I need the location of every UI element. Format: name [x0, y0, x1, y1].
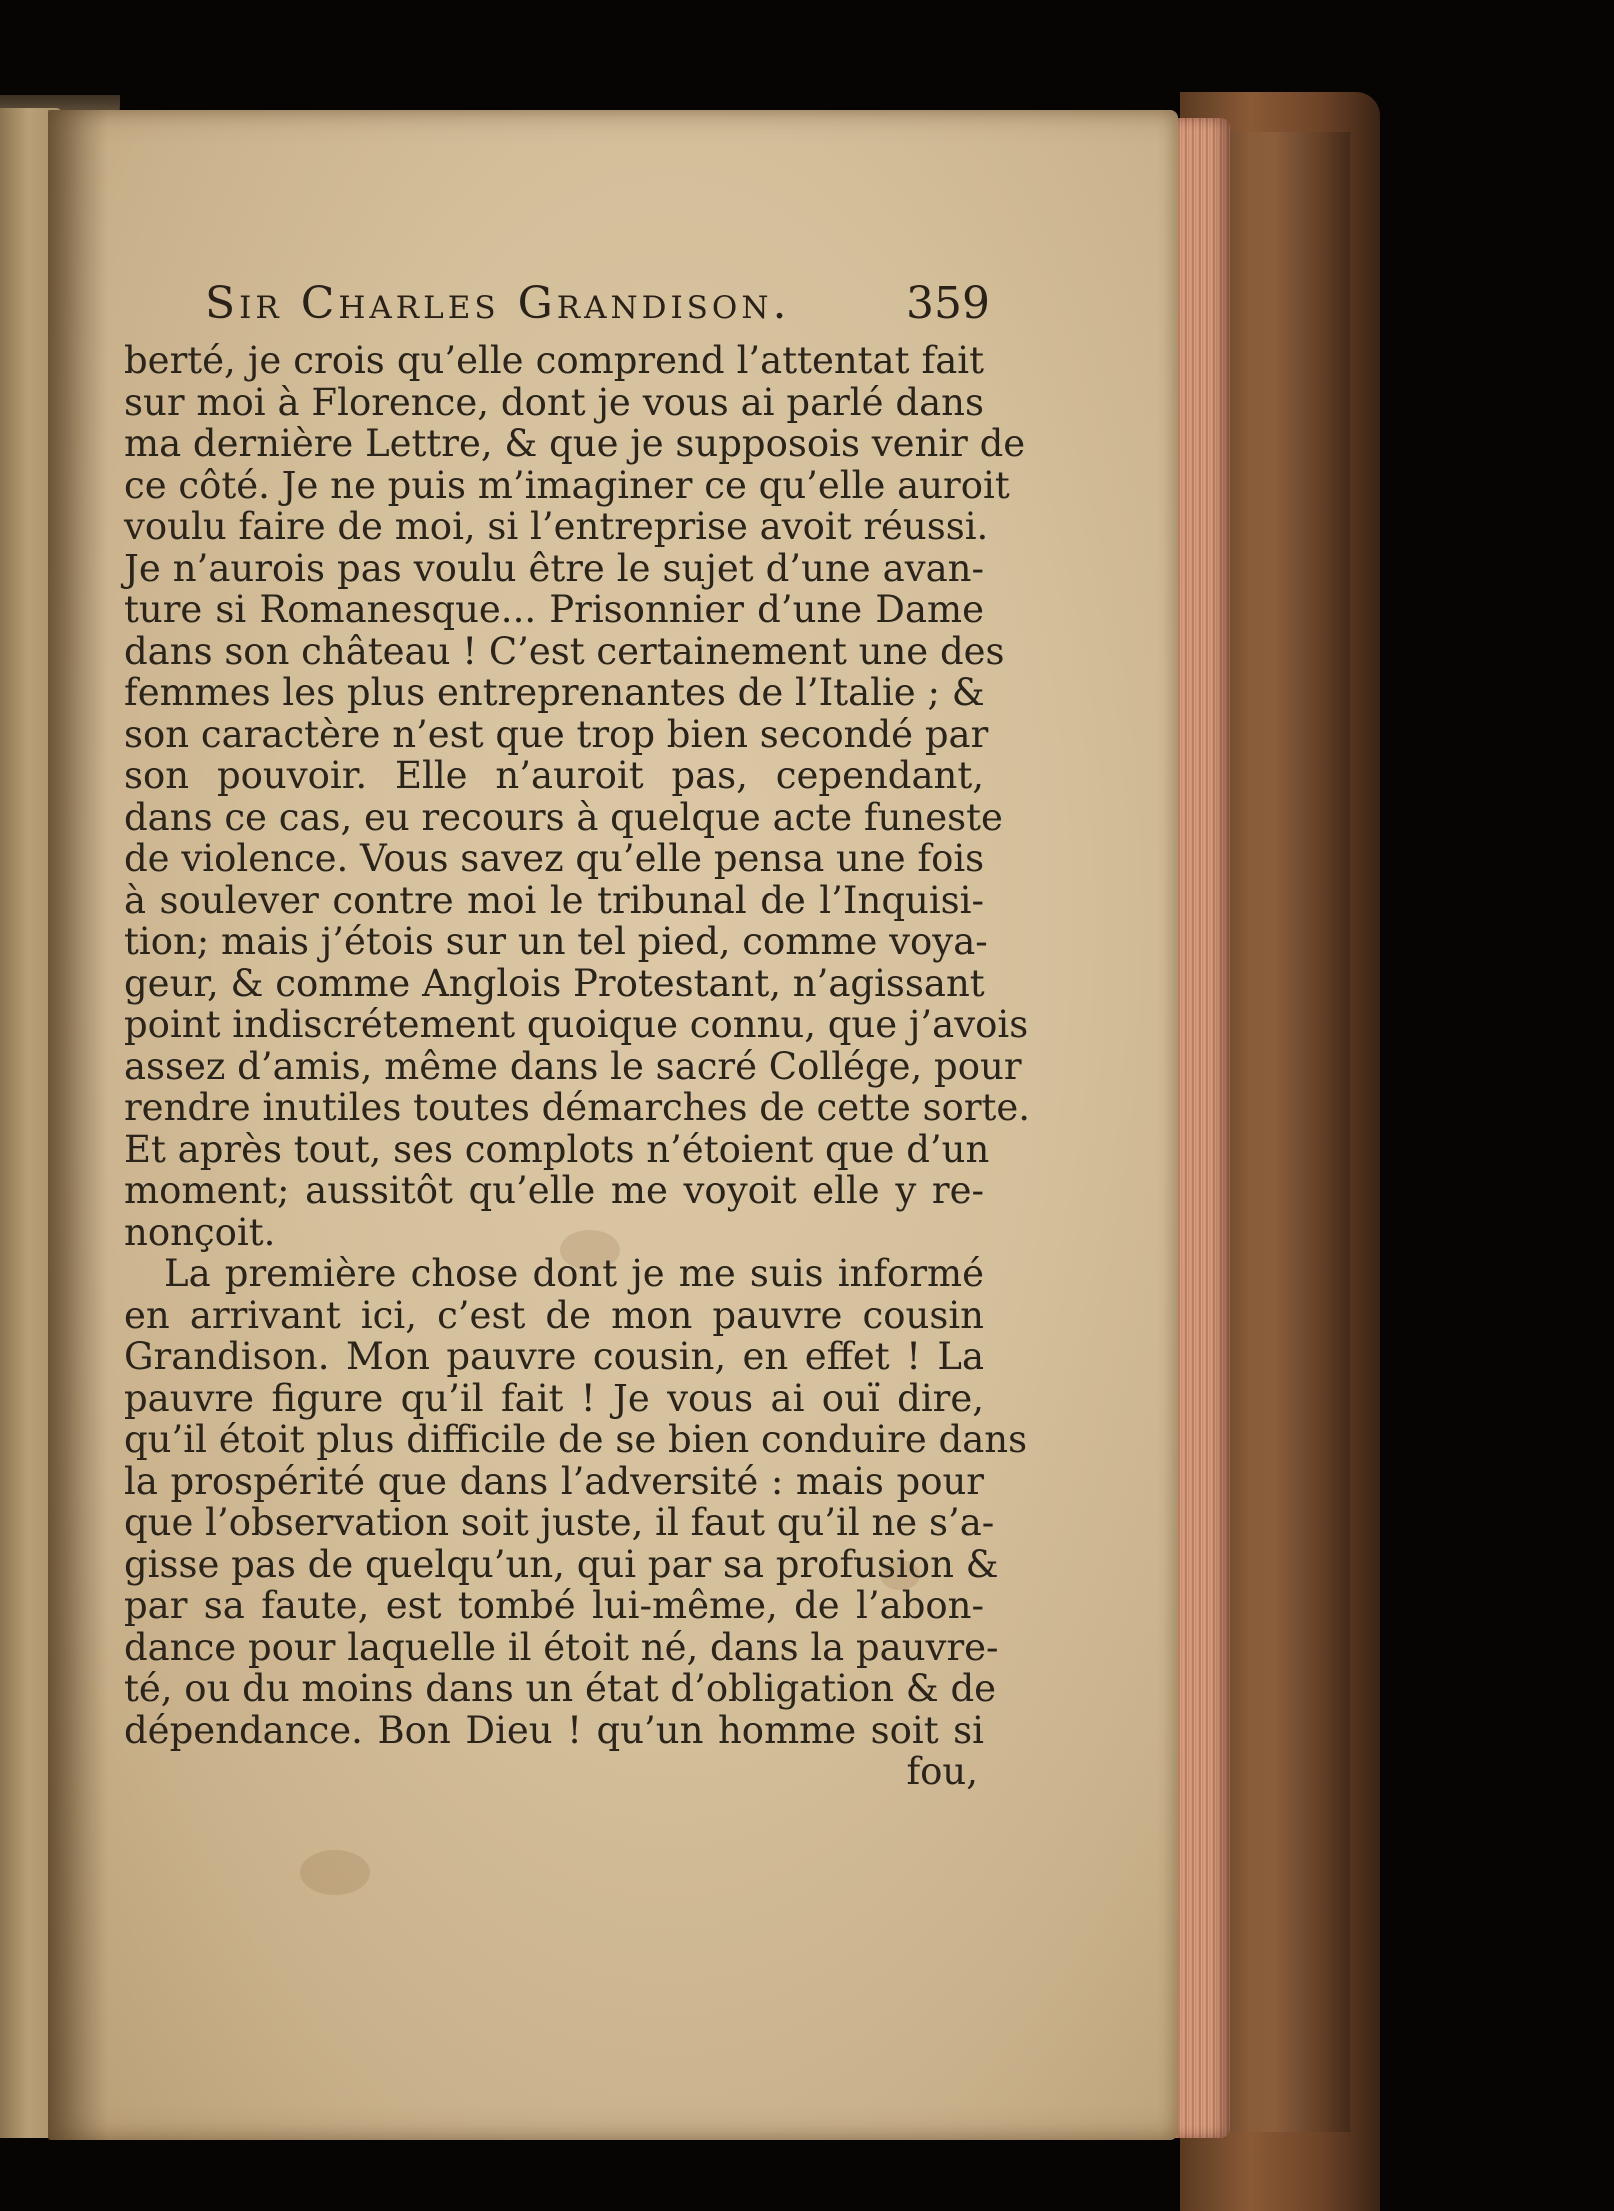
running-title: Sir Charles Grandison. [205, 278, 791, 329]
text-line: geur, & comme Anglois Protestant, n’agissant [124, 961, 985, 1005]
text-line: La première chose dont je me suis informé [164, 1252, 984, 1295]
text-line: té, ou du moins dans un état d’obligation & de [124, 1667, 997, 1710]
text-line: voulu faire de moi, si l’entreprise avoit réussi. [124, 505, 989, 548]
text-line: dans ce cas, eu recours à quelque acte funeste [124, 795, 1003, 839]
text-line: par sa faute, est tombé lui-même, de l’abon- [124, 1584, 984, 1627]
gutter-shadow [48, 110, 108, 2140]
text-line: son pouvoir. Elle n’auroit pas, cependant, [124, 754, 984, 797]
text-line: son caractère n’est que trop bien secondé par [124, 712, 989, 756]
text-line: assez d’amis, même dans le sacré Collége, pour [124, 1044, 1022, 1088]
body-text [124, 339, 1031, 1793]
text-line: dance pour laquelle il étoit né, dans la pauvre- [124, 1625, 999, 1669]
text-line: point indiscrétement quoique connu, que j’avois [124, 1003, 1029, 1046]
text-line: Et après tout, ses complots n’étoient que d’un [124, 1127, 990, 1171]
text-line: femmes les plus entreprenantes de l’Italie ; & [124, 671, 985, 714]
text-line: de violence. Vous savez qu’elle pensa une fois [124, 837, 985, 880]
catchword: fou, [906, 1750, 978, 1793]
text-line: qu’il étoit plus difficile de se bien conduire dans [124, 1418, 1028, 1461]
text-line: Je n’aurois pas voulu être le sujet d’une avan- [124, 546, 984, 590]
text-line: ture si Romanesque... Prisonnier d’une Dame [124, 588, 984, 631]
text-line: dépendance. Bon Dieu ! qu’un homme soit si [124, 1708, 984, 1752]
text-line: ma dernière Lettre, & que je supposois venir de [124, 422, 1026, 465]
text-line: rendre inutiles toutes démarches de cette sorte. [124, 1086, 1031, 1129]
text-line: ce côté. Je ne puis m’imaginer ce qu’elle auroit [124, 463, 1010, 507]
page-header [205, 278, 990, 338]
text-line: la prospérité que dans l’adversité : mais pour [124, 1459, 984, 1503]
page-number: 359 [906, 278, 990, 329]
foxing-spot [300, 1850, 370, 1895]
text-line: que l’observation soit juste, il faut qu’il ne s’a- [124, 1501, 995, 1544]
text-line: nonçoit. [124, 1210, 276, 1254]
text-line: à soulever contre moi le tribunal de l’Inquisi- [124, 878, 984, 922]
text-line: en arrivant ici, c’est de mon pauvre cousin [124, 1293, 984, 1337]
text-line: pauvre figure qu’il fait ! Je vous ai ouï dire, [124, 1376, 984, 1420]
text-line: tion; mais j’étois sur un tel pied, comme voya- [124, 920, 988, 963]
text-line: Grandison. Mon pauvre cousin, en effet ! La [124, 1335, 984, 1378]
text-line: moment; aussitôt qu’elle me voyoit elle y re- [124, 1169, 984, 1212]
text-line: sur moi à Florence, dont je vous ai parlé dans [124, 380, 984, 424]
text-line: dans son château ! C’est certainement une des [124, 629, 1005, 673]
text-line: berté, je crois qu’elle comprend l’attentat fait [124, 339, 984, 382]
text-line: gisse pas de quelqu’un, qui par sa profusion & [124, 1542, 999, 1586]
